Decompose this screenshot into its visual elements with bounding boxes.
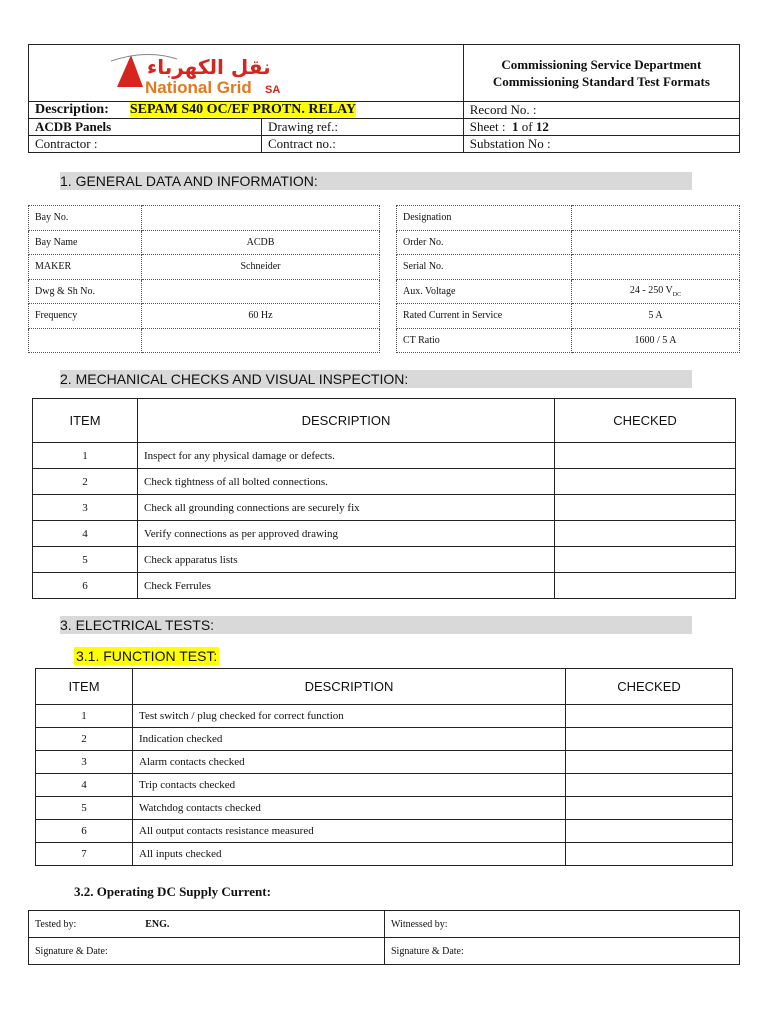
- checked-cell[interactable]: [555, 495, 736, 521]
- item-number: 1: [36, 705, 133, 728]
- item-description: Indication checked: [133, 728, 566, 751]
- item-number: 4: [33, 521, 138, 547]
- item-number: 7: [36, 843, 133, 866]
- item-header: ITEM: [33, 399, 138, 443]
- designation-label: Designation: [397, 206, 572, 231]
- table-row: [36, 728, 733, 751]
- maker-label: MAKER: [29, 255, 142, 280]
- item-description: Check all grounding connections are securely fix: [138, 495, 555, 521]
- department-title: Commissioning Service Department: [501, 57, 702, 72]
- checked-cell[interactable]: [566, 820, 733, 843]
- sheet-cell: [463, 119, 739, 136]
- empty-label: [29, 328, 142, 353]
- item-description: All output contacts resistance measured: [133, 820, 566, 843]
- table-row: [33, 521, 736, 547]
- table-row: [36, 797, 733, 820]
- frequency-value: 60 Hz: [142, 304, 380, 329]
- checked-cell[interactable]: [555, 573, 736, 599]
- designation-value: [572, 206, 740, 231]
- checked-cell[interactable]: [566, 774, 733, 797]
- ct-ratio-label: CT Ratio: [397, 328, 572, 353]
- description-header: DESCRIPTION: [138, 399, 555, 443]
- table-row: [33, 495, 736, 521]
- aux-voltage-label: Aux. Voltage: [397, 279, 572, 304]
- checked-cell[interactable]: [566, 797, 733, 820]
- item-description: Trip contacts checked: [133, 774, 566, 797]
- checked-cell[interactable]: [566, 705, 733, 728]
- table-row: [36, 843, 733, 866]
- sheet-of: of: [521, 119, 533, 134]
- contract-no: Contract no.:: [262, 136, 464, 153]
- signature-date-left-cell[interactable]: [29, 938, 385, 965]
- item-number: 3: [36, 751, 133, 774]
- item-number: 4: [36, 774, 133, 797]
- general-data-left-table: [28, 205, 380, 353]
- table-row: [36, 774, 733, 797]
- item-number: 1: [33, 443, 138, 469]
- item-number: 3: [33, 495, 138, 521]
- item-number: 6: [36, 820, 133, 843]
- dwg-sh-no-value: [142, 279, 380, 304]
- item-description: Check tightness of all bolted connections.: [138, 469, 555, 495]
- description-cell: [29, 102, 464, 119]
- sheet-label: Sheet :: [469, 119, 506, 134]
- empty-value: [142, 328, 380, 353]
- witnessed-by-cell[interactable]: [385, 911, 740, 938]
- bay-name-label: Bay Name: [29, 230, 142, 255]
- item-header: ITEM: [36, 669, 133, 705]
- department-cell: [463, 45, 739, 102]
- description-value: SEPAM S40 OC/EF PROTN. RELAY: [129, 102, 357, 117]
- ct-ratio-value: 1600 / 5 A: [572, 328, 740, 353]
- item-description: Check Ferrules: [138, 573, 555, 599]
- table-row: [33, 547, 736, 573]
- item-description: Alarm contacts checked: [133, 751, 566, 774]
- mechanical-checks-table: [32, 398, 736, 599]
- table-row: [36, 751, 733, 774]
- item-description: Check apparatus lists: [138, 547, 555, 573]
- table-row: [33, 443, 736, 469]
- eng-label: ENG.: [145, 918, 170, 930]
- signature-table: [28, 910, 740, 965]
- serial-no-value: [572, 255, 740, 280]
- substation-no: Substation No :: [463, 136, 739, 153]
- item-description: Watchdog contacts checked: [133, 797, 566, 820]
- checked-cell[interactable]: [555, 547, 736, 573]
- checked-cell[interactable]: [555, 443, 736, 469]
- table-row: [33, 469, 736, 495]
- header-table: [28, 44, 740, 153]
- logo-cell: [29, 45, 464, 102]
- sheet-total: 12: [535, 119, 549, 134]
- checked-cell[interactable]: [566, 728, 733, 751]
- frequency-label: Frequency: [29, 304, 142, 329]
- order-no-value: [572, 230, 740, 255]
- record-no: Record No. :: [463, 102, 739, 119]
- tested-by-label: Tested by:: [35, 918, 77, 930]
- order-no-label: Order No.: [397, 230, 572, 255]
- item-description: Verify connections as per approved drawing: [138, 521, 555, 547]
- dc-supply-current-title: 3.2. Operating DC Supply Current:: [74, 884, 271, 899]
- item-number: 5: [33, 547, 138, 573]
- description-label: Description:: [35, 102, 109, 117]
- section3-title: 3. ELECTRICAL TESTS:: [60, 616, 692, 634]
- tested-by-cell[interactable]: [29, 911, 385, 938]
- national-grid-logo-icon: [107, 49, 407, 99]
- maker-value: Schneider: [142, 255, 380, 280]
- checked-cell[interactable]: [555, 469, 736, 495]
- table-row: [36, 820, 733, 843]
- witnessed-by-label: Witnessed by:: [391, 918, 448, 930]
- sheet-number: 1: [511, 119, 519, 134]
- checked-cell[interactable]: [555, 521, 736, 547]
- rated-current-value: 5 A: [572, 304, 740, 329]
- section1-title: 1. GENERAL DATA AND INFORMATION:: [60, 172, 692, 190]
- contractor: Contractor :: [29, 136, 262, 153]
- table-row: [36, 705, 733, 728]
- acdb-panels: ACDB Panels: [29, 119, 262, 136]
- item-description: All inputs checked: [133, 843, 566, 866]
- item-number: 6: [33, 573, 138, 599]
- table-row: [33, 573, 736, 599]
- item-number: 2: [33, 469, 138, 495]
- item-number: 5: [36, 797, 133, 820]
- section2-title: 2. MECHANICAL CHECKS AND VISUAL INSPECTION:: [60, 370, 692, 388]
- bay-name-value: ACDB: [142, 230, 380, 255]
- function-test-title: 3.1. FUNCTION TEST:: [76, 648, 218, 664]
- bay-no-label: Bay No.: [29, 206, 142, 231]
- description-header: DESCRIPTION: [133, 669, 566, 705]
- serial-no-label: Serial No.: [397, 255, 572, 280]
- signature-date-right-cell[interactable]: [385, 938, 740, 965]
- rated-current-label: Rated Current in Service: [397, 304, 572, 329]
- item-description: Test switch / plug checked for correct function: [133, 705, 566, 728]
- checked-cell[interactable]: [566, 751, 733, 774]
- logo-arabic-text: نقل الكهرباء: [147, 55, 271, 79]
- logo-english-text: National Grid: [145, 78, 252, 97]
- function-test-table: [35, 668, 733, 866]
- checked-cell[interactable]: [566, 843, 733, 866]
- aux-voltage-value: 24 - 250 $V_{DC}$: [572, 279, 740, 304]
- signature-date-label: Signature & Date:: [391, 945, 464, 957]
- logo-sa-text: SA: [265, 84, 281, 96]
- checked-header: CHECKED: [566, 669, 733, 705]
- drawing-ref: Drawing ref.:: [262, 119, 464, 136]
- general-data-right-table: [396, 205, 740, 353]
- dwg-sh-no-label: Dwg & Sh No.: [29, 279, 142, 304]
- bay-no-value: [142, 206, 380, 231]
- test-format-title: Commissioning Standard Test Formats: [492, 74, 710, 89]
- signature-date-label: Signature & Date:: [35, 945, 108, 957]
- checked-header: CHECKED: [555, 399, 736, 443]
- item-number: 2: [36, 728, 133, 751]
- item-description: Inspect for any physical damage or defects.: [138, 443, 555, 469]
